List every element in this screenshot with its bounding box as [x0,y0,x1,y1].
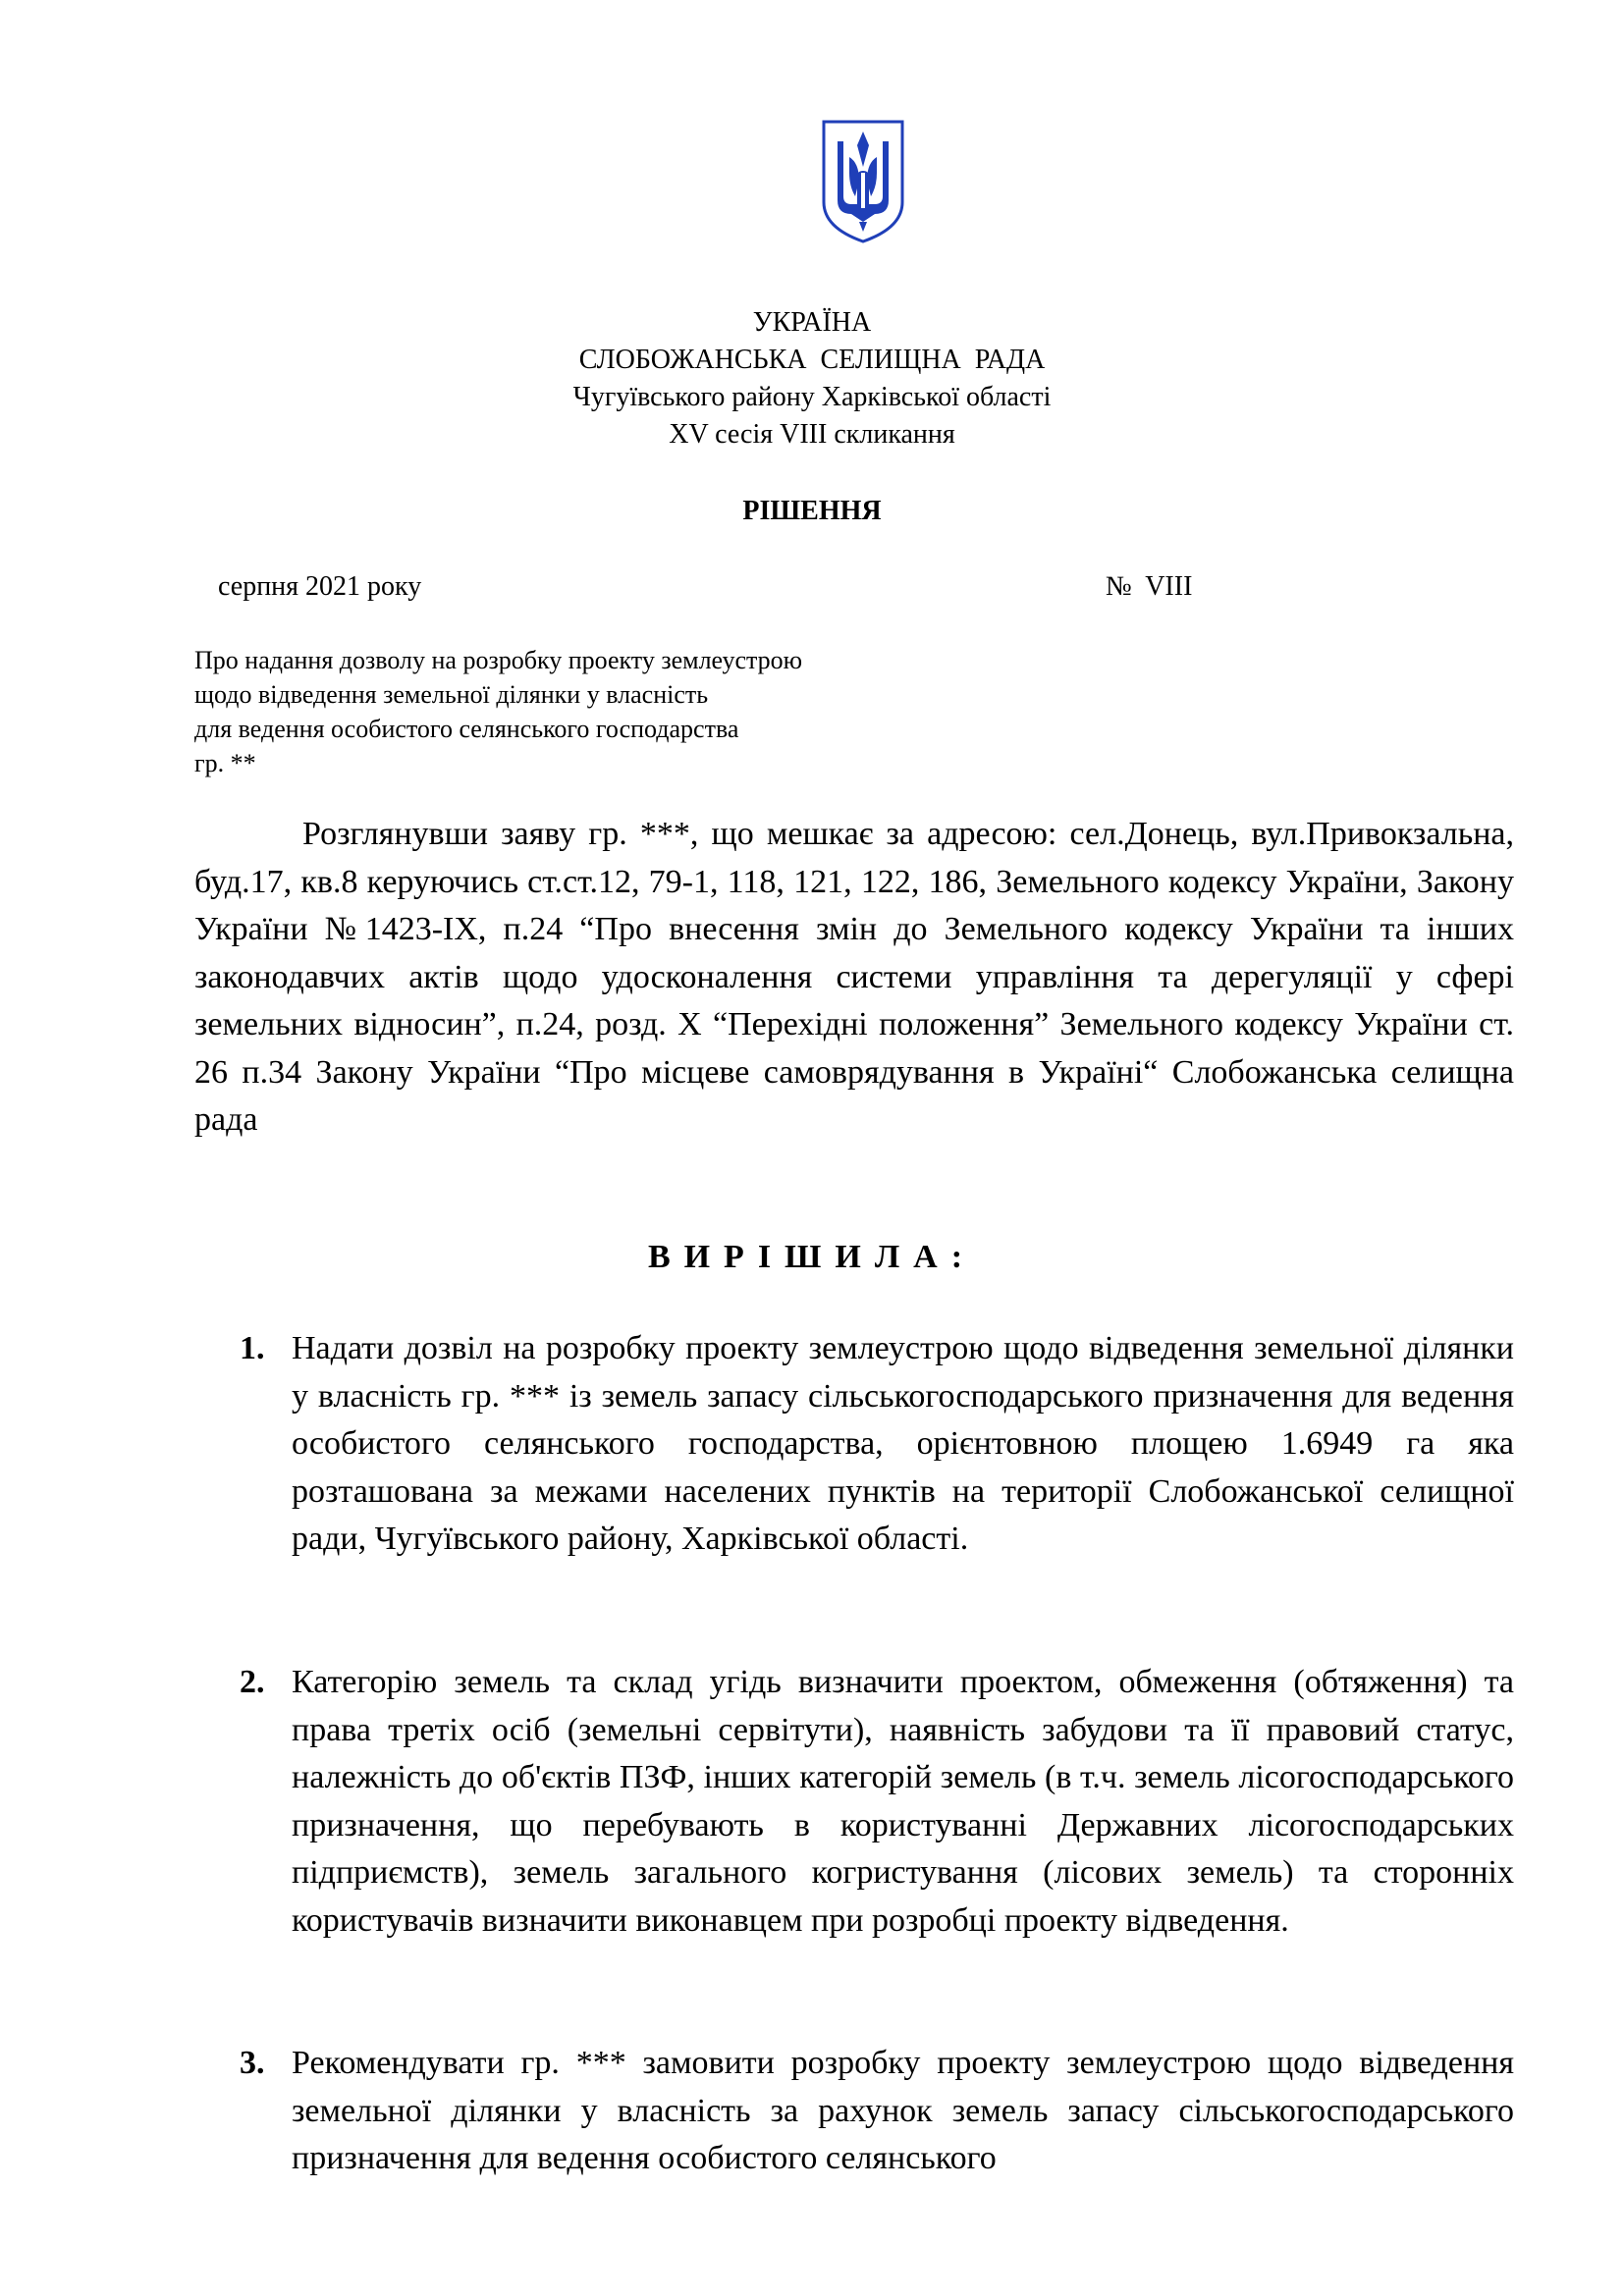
decided-heading: ВИРІШИЛА: [647,1239,977,1275]
council-name: СЛОБОЖАНСЬКА СЕЛИЩНА РАДА [578,345,1046,375]
document-title: РІШЕННЯ [742,496,882,526]
session-name: XV сесія VIII скликання [669,419,955,450]
country-name: УКРАЇНА [752,307,872,338]
subject-line: щодо відведення земельної ділянки у власність [194,680,709,709]
decision-number: № VIII [1106,571,1193,602]
preamble-paragraph: Розглянувши заяву гр. ***, що мешкає за адресою: сел.Донець, вул.Привокзальна, буд.17, кв.8 керуючись ст.ст.12, 79-1, 118, 121, 122, 186, Земельного кодексу України, Закону України №1423-IX, п.24 “Про внесення змін до Земельного кодексу України та інших законодавчих актів щодо удосконалення системи управління та дерегуляції у сфері земельних відносин”, п.24, розд. X “Перехідні положення” Земельного кодексу України ст. 26 п.34 Закону України “Про місцеве самоврядування в Україні“ Слобожанська селищна рада [194,816,1514,1138]
item-number: 1. [240,1330,265,1366]
subject-line: Про надання дозволу на розробку проекту землеустрою [194,646,803,674]
ukraine-trident-coat-of-arms-icon [820,118,906,245]
subject-line: для ведення особистого селянського господарства [194,715,739,743]
item-number: 3. [240,2045,265,2081]
item-text: Надати дозвіл на розробку проекту землеустрою щодо відведення земельної ділянки у власність гр. *** із земель запасу сільськогосподарського призначення для ведення особистого селянського господарства, орієнтовною площею 1.6949 га яка розташована за межами населених пунктів на території Слобожанської селищної ради, Чугуївського району, Харківської області. [292,1330,1514,1557]
item-number: 2. [240,1664,265,1700]
item-text: Категорію земель та склад угідь визначити проектом, обмеження (обтяження) та права третіх осіб (земельні сервітути), наявність забудови та її правовий статус, належність до об'єктів ПЗФ, інших категорій земель (в т.ч. земель лісогосподарського призначення, що перебувають в користуванні Державних лісогосподарських підприємств), земель загального когристування (лісових земель) та сторонніх користувачів визначити виконавцем при розробці проекту відведення. [292,1664,1514,1939]
decision-date: серпня 2021 року [218,571,422,602]
item-text: Рекомендувати гр. *** замовити розробку проекту землеустрою щодо відведення земельної ділянки у власність за рахунок земель запасу сільськогосподарського призначення для ведення особистого селянського [292,2045,1514,2176]
decision-subject [194,643,802,780]
district-name: Чугуївського району Харківської області [572,382,1052,412]
document-header [0,304,1624,454]
subject-line: гр. ** [194,749,256,777]
